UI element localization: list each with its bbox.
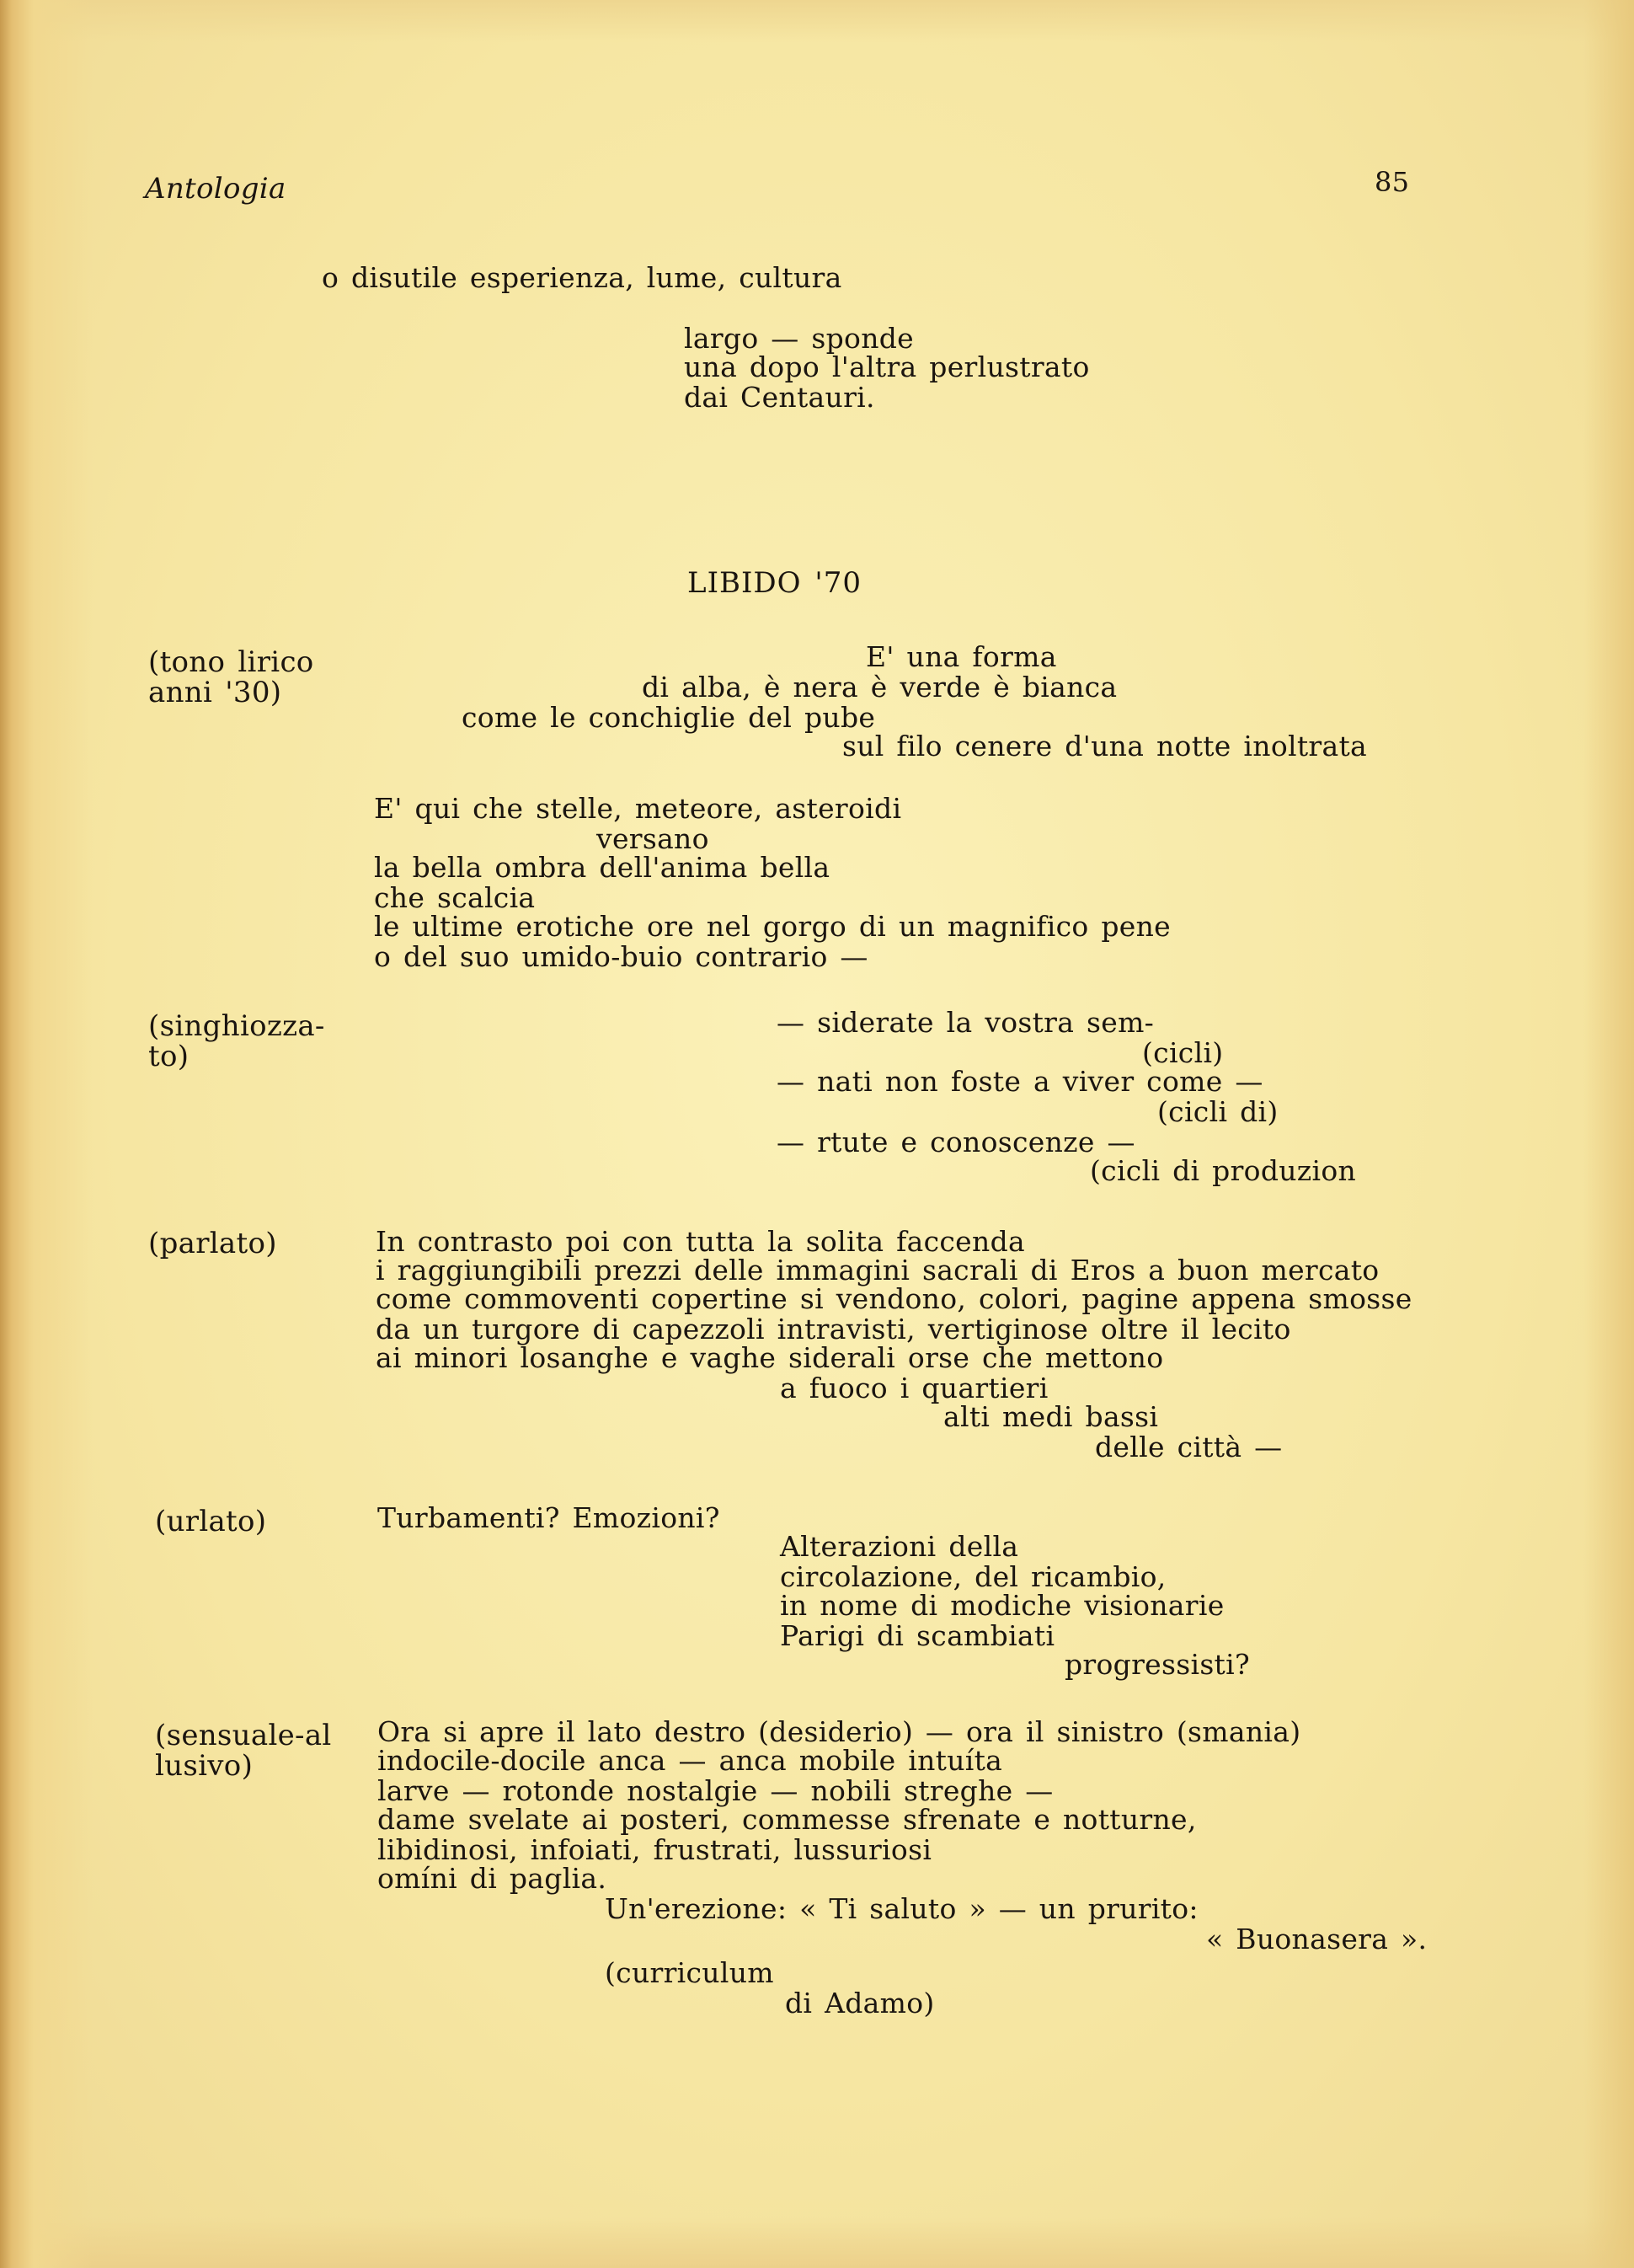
verse-line: una dopo l'altra perlustrato	[684, 350, 1090, 383]
stage-direction: to)	[148, 1040, 190, 1073]
stage-direction: (tono lirico	[148, 645, 314, 679]
intro-line: o disutile esperienza, lume, cultura	[322, 261, 842, 294]
verse-line: da un turgore di capezzoli intravisti, vertiginose oltre il lecito	[376, 1313, 1291, 1345]
verse-line: come le conchiglie del pube	[462, 701, 876, 734]
verse-line: progressisti?	[1065, 1648, 1250, 1681]
poem-title: LIBIDO '70	[687, 566, 862, 600]
verse-line: — siderate la vostra sem-	[777, 1006, 1155, 1039]
verse-line: omíni di paglia.	[377, 1862, 607, 1895]
verse-line: come commoventi copertine si vendono, colori, pagine appena smosse	[376, 1282, 1412, 1315]
verse-line: i raggiungibili prezzi delle immagini sacrali di Eros a buon mercato	[376, 1254, 1380, 1286]
verse-line: sul filo cenere d'una notte inoltrata	[842, 730, 1368, 762]
verse-line: versano	[596, 822, 709, 855]
verse-line: Ora si apre il lato destro (desiderio) — ora il sinistro (smania)	[377, 1715, 1301, 1748]
verse-line: ai minori losanghe e vaghe siderali orse che mettono	[376, 1341, 1164, 1374]
verse-line: in nome di modiche visionarie	[780, 1589, 1225, 1622]
page-number: 85	[1375, 166, 1410, 198]
verse-line: le ultime erotiche ore nel gorgo di un magnifico pene	[374, 910, 1171, 943]
stage-direction: (parlato)	[148, 1227, 277, 1260]
verse-line: (cicli di)	[1157, 1095, 1279, 1128]
verse-line: di alba, è nera è verde è bianca	[642, 671, 1118, 703]
verse-line: (cicli di produzion	[1090, 1154, 1357, 1187]
verse-line: — nati non foste a viver come —	[777, 1065, 1263, 1098]
verse-line: libidinosi, infoiati, frustrati, lussuriosi	[377, 1833, 932, 1866]
verse-line: (curriculum	[605, 1956, 774, 1989]
verse-line: « Buonasera ».	[1206, 1923, 1428, 1955]
stage-direction: (urlato)	[155, 1505, 267, 1538]
verse-line: (cicli)	[1142, 1036, 1224, 1069]
verse-line: — rtute e conoscenze —	[777, 1126, 1135, 1158]
verse-line: E' una forma	[866, 640, 1057, 673]
stage-direction: (singhiozza-	[148, 1009, 325, 1043]
verse-line: a fuoco i quartieri	[780, 1372, 1049, 1404]
verse-line: Turbamenti? Emozioni?	[377, 1501, 720, 1534]
verse-line: largo — sponde	[684, 322, 915, 355]
stage-direction: lusivo)	[155, 1749, 254, 1783]
verse-line: Un'erezione: « Ti saluto » — un prurito:	[605, 1892, 1199, 1925]
verse-line: delle città —	[1095, 1431, 1283, 1463]
running-title: Antologia	[145, 172, 286, 206]
stage-direction: anni '30)	[148, 676, 282, 709]
verse-line: dai Centauri.	[684, 381, 875, 414]
verse-line: dame svelate ai posteri, commesse sfrenate e notturne,	[377, 1803, 1197, 1836]
verse-line: alti medi bassi	[943, 1400, 1159, 1433]
verse-line: circolazione, del ricambio,	[780, 1560, 1167, 1593]
verse-line: Parigi di scambiati	[780, 1619, 1055, 1652]
verse-line: E' qui che stelle, meteore, asteroidi	[374, 792, 902, 825]
verse-line: Alterazioni della	[780, 1530, 1019, 1563]
verse-line: indocile-docile anca — anca mobile intuíta	[377, 1744, 1003, 1777]
verse-line: o del suo umido-buio contrario —	[374, 940, 868, 973]
verse-line: larve — rotonde nostalgie — nobili streghe —	[377, 1774, 1054, 1807]
stage-direction: (sensuale-al	[155, 1719, 332, 1752]
verse-line: di Adamo)	[785, 1987, 935, 2019]
verse-line: che scalcia	[374, 881, 536, 914]
verse-line: In contrasto poi con tutta la solita faccenda	[376, 1225, 1025, 1258]
verse-line: la bella ombra dell'anima bella	[374, 851, 830, 884]
